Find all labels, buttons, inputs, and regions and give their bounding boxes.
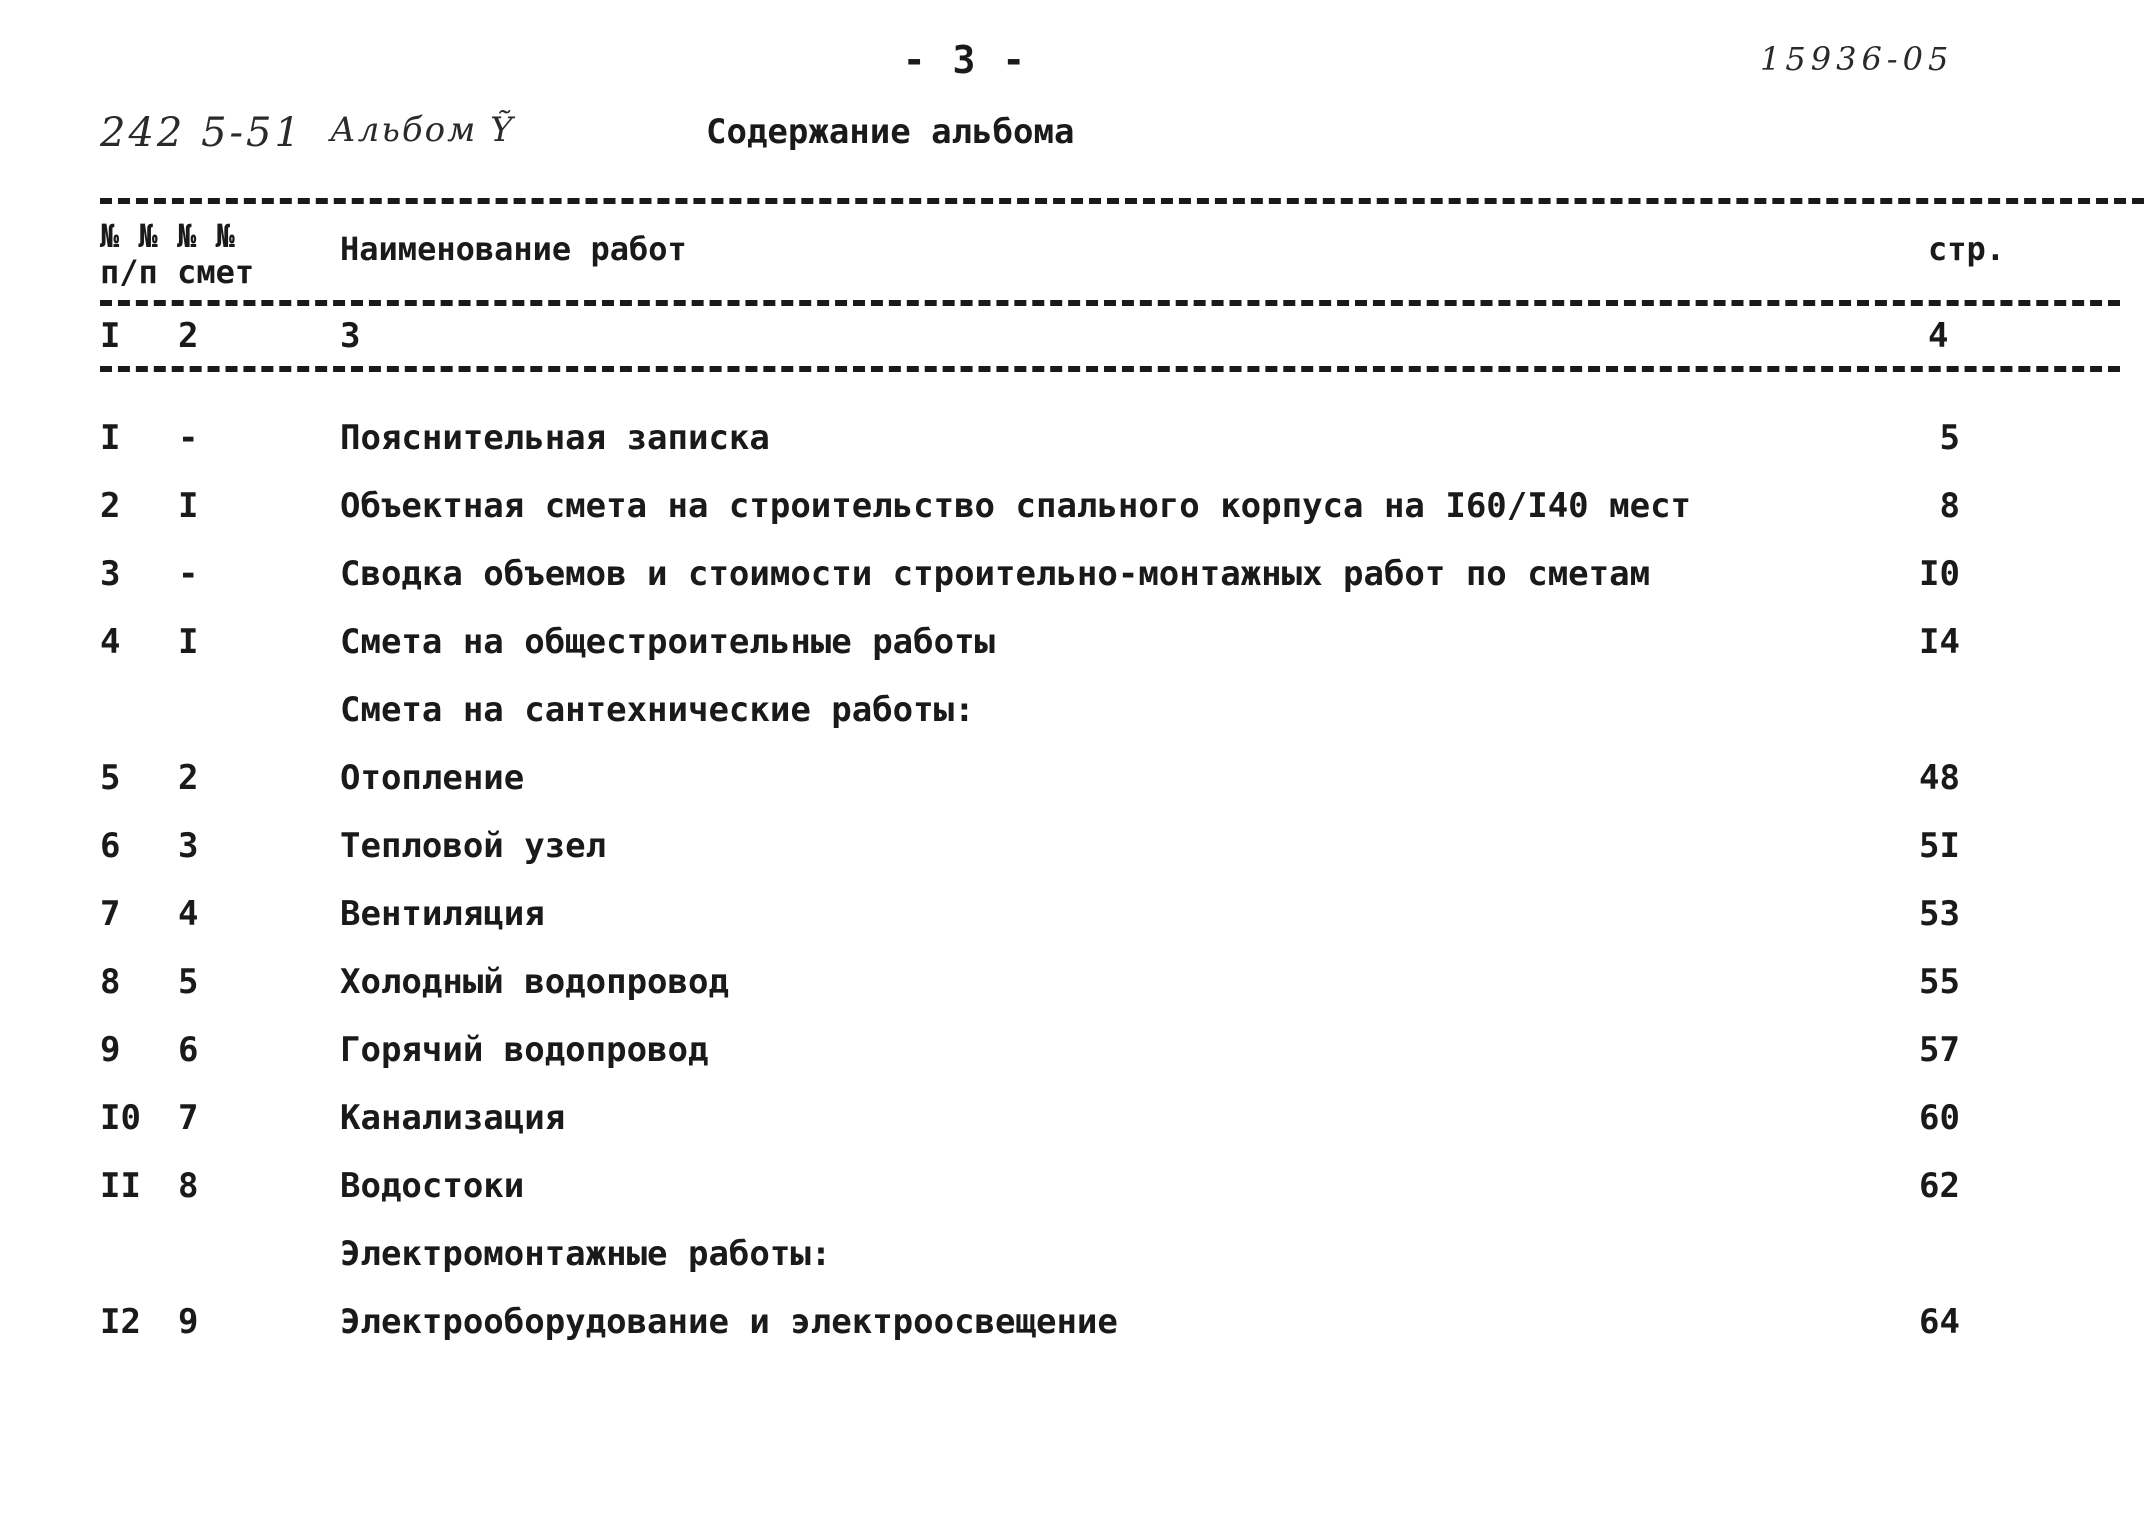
table-row-section	[0, 1234, 2144, 1284]
section-title: Электромонтажные работы:	[340, 1234, 832, 1274]
header-number-line1: № № № №	[100, 217, 235, 255]
row-number: I2	[100, 1302, 141, 1342]
table-row	[0, 1166, 2144, 1216]
page-ref: 55	[1919, 962, 1960, 1002]
work-title: Сводка объемов и стоимости строительно-монтажных работ по сметам	[340, 554, 1651, 594]
table-row	[0, 554, 2144, 604]
page-ref: 5	[1939, 418, 1960, 458]
header-works-name: Наименование работ	[340, 230, 687, 268]
estimate-number: 4	[178, 894, 199, 934]
estimate-number: -	[178, 554, 199, 594]
page-ref: 48	[1919, 758, 1960, 798]
page-ref: I0	[1919, 554, 1960, 594]
estimate-number: 9	[178, 1302, 199, 1342]
work-title: Водостоки	[340, 1166, 525, 1206]
page-ref: 8	[1939, 486, 1960, 526]
page-ref: 62	[1919, 1166, 1960, 1206]
page-ref: 64	[1919, 1302, 1960, 1342]
row-number: I0	[100, 1098, 141, 1138]
estimate-number: -	[178, 418, 199, 458]
page-ref: 53	[1919, 894, 1960, 934]
header-page: стр.	[1928, 230, 2006, 268]
table-row	[0, 894, 2144, 944]
table-row	[0, 1302, 2144, 1352]
column-number-4: 4	[1928, 316, 1949, 356]
page-number: - 3 -	[902, 38, 1028, 82]
estimate-number: 2	[178, 758, 199, 798]
table-row	[0, 418, 2144, 468]
table-row	[0, 1098, 2144, 1148]
page-ref: 57	[1919, 1030, 1960, 1070]
album-label: Альбом Ỹ	[330, 110, 515, 150]
work-title: Объектная смета на строительство спального корпуса на I60/I40 мест	[340, 486, 1692, 526]
estimate-number: I	[178, 622, 199, 662]
table-row	[0, 486, 2144, 536]
column-number-2: 2	[178, 316, 199, 356]
work-title: Смета на общестроительные работы	[340, 622, 996, 662]
table-row	[0, 962, 2144, 1012]
row-number: 7	[100, 894, 121, 934]
row-number: 4	[100, 622, 121, 662]
column-number-1: I	[100, 316, 121, 356]
page-ref: I4	[1919, 622, 1960, 662]
row-number: 2	[100, 486, 121, 526]
work-title: Холодный водопровод	[340, 962, 729, 1002]
page-ref: 60	[1919, 1098, 1960, 1138]
divider-top	[100, 198, 2144, 204]
page-title: Содержание альбома	[706, 112, 1075, 152]
estimate-number: 6	[178, 1030, 199, 1070]
estimate-number: I	[178, 486, 199, 526]
work-title: Пояснительная записка	[340, 418, 770, 458]
table-row	[0, 1030, 2144, 1080]
header-number-line2: п/п смет	[100, 253, 255, 291]
row-number: 5	[100, 758, 121, 798]
table-row-section	[0, 690, 2144, 740]
column-number-3: 3	[340, 316, 361, 356]
work-title: Электрооборудование и электроосвещение	[340, 1302, 1118, 1342]
estimate-number: 8	[178, 1166, 199, 1206]
row-number: I	[100, 418, 121, 458]
row-number: 6	[100, 826, 121, 866]
work-title: Тепловой узел	[340, 826, 607, 866]
work-title: Вентиляция	[340, 894, 545, 934]
inventory-number: 15936-05	[1760, 40, 1954, 78]
divider-column-numbers	[100, 366, 2120, 372]
header-number-columns	[100, 218, 254, 290]
work-title: Горячий водопровод	[340, 1030, 709, 1070]
row-number: II	[100, 1166, 141, 1206]
table-row	[0, 758, 2144, 808]
page-ref: 5I	[1919, 826, 1960, 866]
section-title: Смета на сантехнические работы:	[340, 690, 975, 730]
estimate-number: 7	[178, 1098, 199, 1138]
work-title: Отопление	[340, 758, 525, 798]
divider-header	[100, 300, 2120, 306]
document-code: 242 5-51	[100, 110, 303, 156]
table-row	[0, 826, 2144, 876]
table-row	[0, 622, 2144, 672]
row-number: 9	[100, 1030, 121, 1070]
estimate-number: 5	[178, 962, 199, 1002]
row-number: 8	[100, 962, 121, 1002]
work-title: Канализация	[340, 1098, 566, 1138]
estimate-number: 3	[178, 826, 199, 866]
row-number: 3	[100, 554, 121, 594]
